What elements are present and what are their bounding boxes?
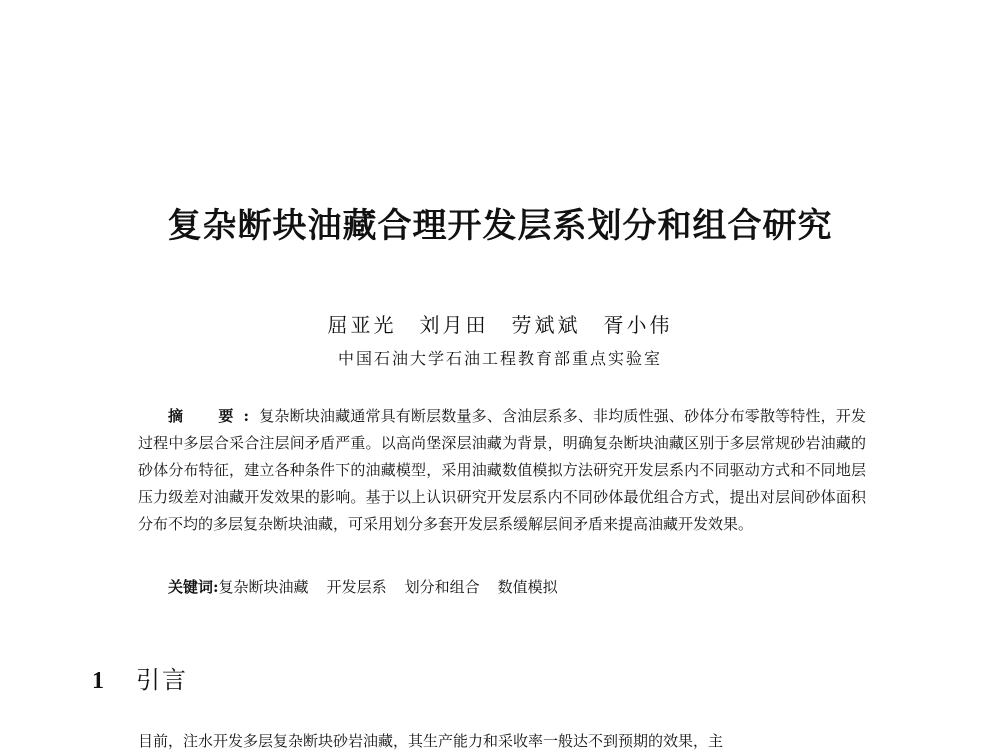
abstract-text: 复杂断块油藏通常具有断层数量多、含油层系多、非均质性强、砂体分布零散等特性，开发过程中多层合采合注层间矛盾严重。以高尚堡深层油藏为背景，明确复杂断块油藏区别于多层常规砂岩油藏的砂体分布特征，建立各种条件下的油藏模型，采用油藏数值模拟方法研究开发层系内不同驱动方式和不同地层压力级差对油藏开发效果的影响。基于以上认识研究开发层系内不同砂体最优组合方式，提出对层间砂体面积分布不均的多层复杂断块油藏，可采用划分多套开发层系缓解层间矛盾来提高油藏开发效果。 [138,407,866,533]
keyword-item: 开发层系 [326,578,387,596]
section-number: 1 [92,668,104,694]
abstract-label: 摘 要: [168,407,260,425]
section-title: 引言 [136,666,188,694]
body-text-first-line: 目前，注水开发多层复杂断块砂岩油藏，其生产能力和采收率一般达不到预期的效果，主 [138,732,724,750]
author-affiliation: 中国石油大学石油工程教育部重点实验室 [337,349,662,368]
keyword-item: 划分和组合 [404,578,480,596]
keywords-label: 关键词: [168,578,219,596]
keyword-item: 复杂断块油藏 [218,578,309,596]
section-heading [92,660,188,695]
paper-title: 复杂断块油藏合理开发层系划分和组合研究 [167,206,833,246]
author-list: 屈亚光 刘月田 劳斌斌 胥小伟 [327,313,673,337]
keywords [168,574,576,601]
keyword-item: 数值模拟 [497,578,558,596]
abstract [138,403,866,538]
